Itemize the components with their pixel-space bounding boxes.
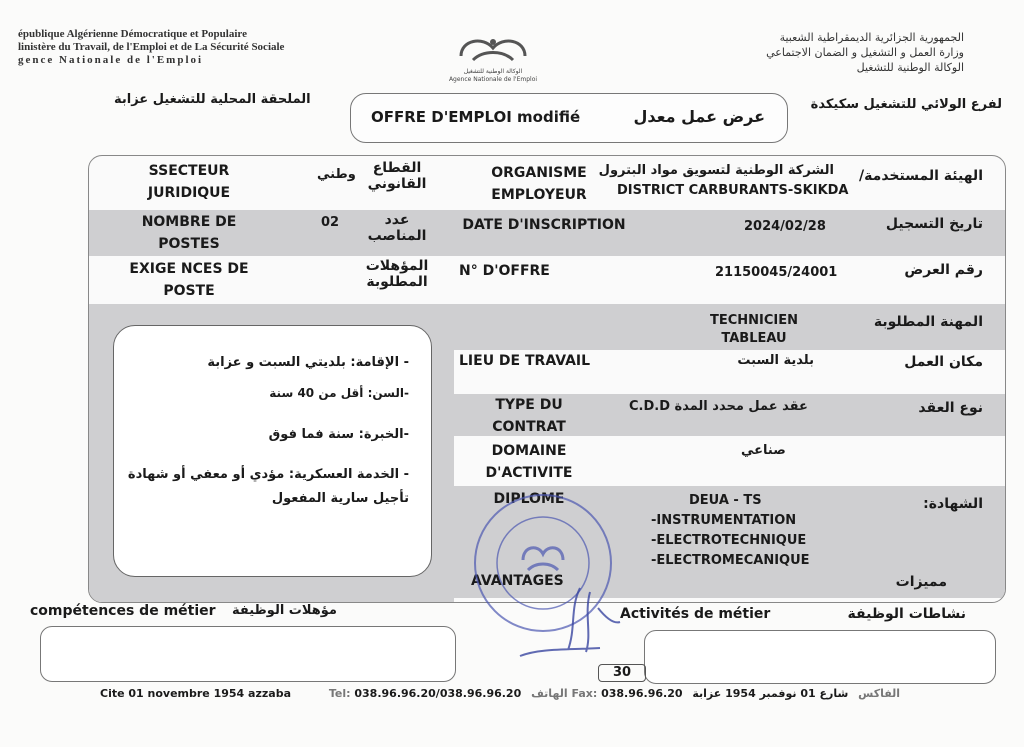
footer xyxy=(100,687,960,700)
contrat-label-fr: TYPE DU CONTRAT xyxy=(492,397,566,435)
contrat-label-ar: نوع العقد xyxy=(918,400,983,416)
offre-value: 21150045/24001 xyxy=(715,265,838,280)
footer-fax-label: Fax: xyxy=(571,687,598,700)
header-fr-line-3: gence Nationale de l'Emploi xyxy=(18,54,204,66)
activites-label-ar: نشاطات الوظيفة xyxy=(847,606,966,622)
activites-box xyxy=(644,630,996,684)
footer-tel: 038.96.96.20/038.96.96.20 xyxy=(354,687,522,700)
domaine-value: صناعي xyxy=(741,443,786,458)
footer-address-ar: شارع 01 نوفمبر 1954 عزابة xyxy=(692,687,849,700)
nombre-label-fr: NOMBRE DE POSTES xyxy=(141,214,237,252)
header-ar-line-2: وزارة العمل و التشغيل و الضمان الاجتماعي xyxy=(766,46,964,59)
metier-value: TECHNICIEN TABLEAU xyxy=(709,313,799,346)
nombre-value: 02 xyxy=(321,215,340,230)
header-ar-line-1: الجمهورية الجزائرية الديمقراطية الشعبية xyxy=(779,31,964,44)
secteur-value: وطني xyxy=(317,167,356,182)
secteur-label-fr: SSECTEUR JURIDIQUE xyxy=(147,163,231,201)
lieu-label-fr: LIEU DE TRAVAIL xyxy=(459,353,591,369)
organisme-value-ar: الشركة الوطنية لتسويق مواد البترول xyxy=(598,163,834,178)
diplome-label-fr: DIPLOME xyxy=(493,491,565,507)
agency-right: لفرع الولائي للتشغيل سكيكدة xyxy=(810,97,1002,112)
logo-caption-ar: الوكالة الوطنية للتشغيل xyxy=(463,68,523,75)
offre-label-ar: رقم العرض xyxy=(904,262,983,278)
exigences-label-fr: EXIGE NCES DE POSTE xyxy=(129,261,249,299)
footer-phone-ar: الهاتف xyxy=(531,687,568,700)
competences-label-ar: مؤهلات الوظيفة xyxy=(232,603,337,618)
requirement-experience: -الخبرة: سنة فما فوق xyxy=(268,427,409,442)
avantages-label-ar: مميزات xyxy=(895,574,947,590)
lieu-value: بلدية السبت xyxy=(737,353,814,368)
activites-label-fr: Activités de métier xyxy=(620,606,771,622)
exigences-label-ar: المؤهلات المطلوبة xyxy=(365,258,429,290)
organisme-label-ar: الهيئة المستخدمة/ xyxy=(859,168,983,184)
stamp-number: 30 xyxy=(598,664,646,682)
date-label-ar: تاريخ التسجيل xyxy=(885,216,983,232)
secteur-label-ar: القطاع القانوني xyxy=(367,160,427,192)
competences-box xyxy=(40,626,456,682)
organisme-label-fr: ORGANISME EMPLOYEUR xyxy=(491,165,587,203)
anem-logo-icon xyxy=(453,30,533,68)
nombre-label-ar: عدد المناصب xyxy=(367,212,427,244)
header-fr-line-1: épublique Algérienne Démocratique et Populaire xyxy=(18,28,247,40)
requirements-box xyxy=(113,325,432,577)
offre-label-fr: N° D'OFFRE xyxy=(459,263,550,279)
date-value: 2024/02/28 xyxy=(744,219,826,234)
requirement-military-2: تأجيل سارية المفعول xyxy=(271,491,409,506)
domaine-label-fr: DOMAINE D'ACTIVITE xyxy=(485,443,573,481)
diplome-value-1: DEUA - TS xyxy=(689,493,762,508)
header-arabic xyxy=(604,30,964,75)
footer-tel-label: Tel: xyxy=(328,687,351,700)
title-ar: عرض عمل معدل xyxy=(633,107,765,126)
header-ar-line-3: الوكالة الوطنية للتشغيل xyxy=(856,61,964,74)
organisme-value-fr: DISTRICT CARBURANTS-SKIKDA xyxy=(617,183,849,198)
avantages-label-fr: AVANTAGES xyxy=(471,573,564,589)
title-box xyxy=(350,93,788,143)
logo-caption-fr: Agence Nationale de l'Emploi xyxy=(448,76,538,83)
signature-icon xyxy=(510,578,630,668)
diplome-value-3: -ELECTROTECHNIQUE xyxy=(651,533,807,548)
header-french xyxy=(18,28,398,67)
competences-label-fr: compétences de métier xyxy=(30,603,216,619)
diplome-value-2: -INSTRUMENTATION xyxy=(651,513,797,528)
requirement-age: -السن: أقل من 40 سنة xyxy=(269,386,409,400)
metier-label-ar: المهنة المطلوبة xyxy=(873,314,983,330)
requirement-residence: - الإقامة: بلديتي السبت و عزابة xyxy=(207,355,409,370)
lieu-label-ar: مكان العمل xyxy=(904,354,983,370)
footer-fax-ar: الفاكس xyxy=(858,687,901,700)
requirement-military-1: - الخدمة العسكرية: مؤدي أو معفي أو شهادة xyxy=(127,467,409,482)
contrat-value: C.D.D عقد عمل محدد المدة xyxy=(629,399,808,414)
header-fr-line-2: linistère du Travail, de l'Emploi et de La Sécurité Sociale xyxy=(18,41,285,53)
footer-address-fr: Cite 01 novembre 1954 azzaba xyxy=(100,687,291,700)
title-fr: OFFRE D'EMPLOI modifié xyxy=(371,108,581,126)
date-label-fr: DATE D'INSCRIPTION xyxy=(462,217,626,233)
diplome-value-4: -ELECTROMECANIQUE xyxy=(651,553,810,568)
diplome-label-ar: الشهادة: xyxy=(923,496,983,512)
agency-logo xyxy=(428,30,558,100)
footer-fax: 038.96.96.20 xyxy=(601,687,683,700)
agency-left: الملحقة المحلية للتشغيل عزابة xyxy=(114,92,311,107)
